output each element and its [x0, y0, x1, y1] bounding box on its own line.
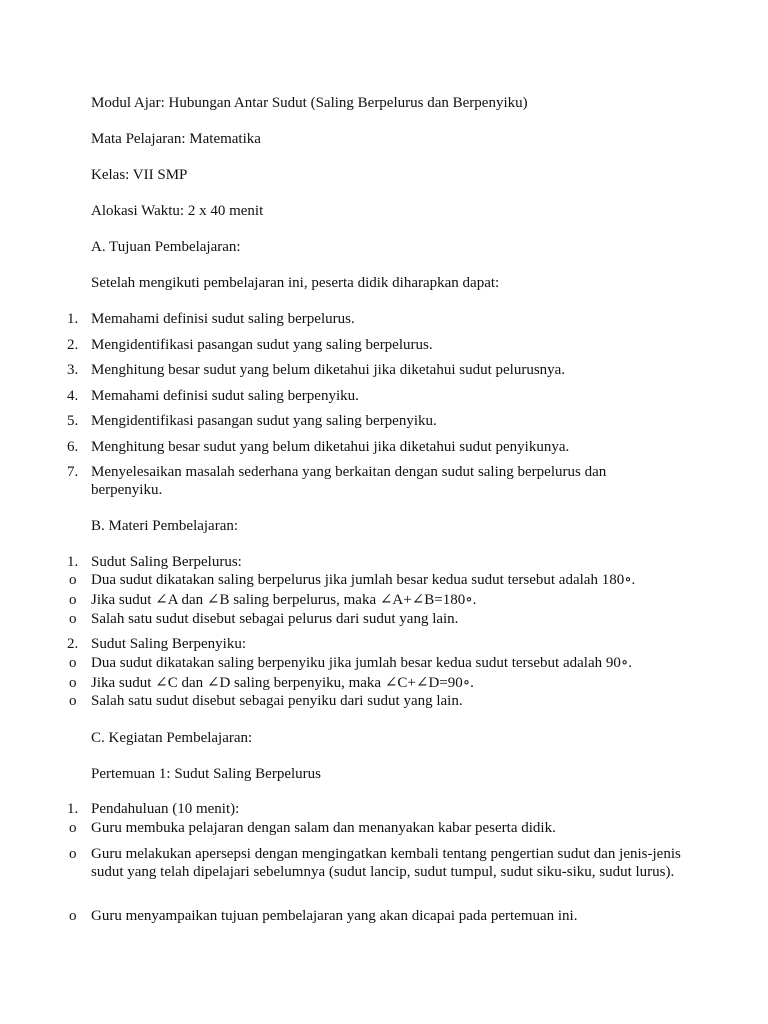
list-number: 6. [67, 439, 79, 455]
section-c-heading: C. Kegiatan Pembelajaran: [91, 730, 253, 746]
bullet-text: Jika sudut ∠A dan ∠B saling berpelurus, maka ∠A+∠B=180∘. [91, 592, 477, 608]
bullet-text: Dua sudut dikatakan saling berpelurus jika jumlah besar kedua sudut tersebut adalah 180∘. [91, 572, 636, 588]
module-title: Modul Ajar: Hubungan Antar Sudut (Saling Berpelurus dan Berpenyiku) [91, 95, 528, 111]
activity-title: Pendahuluan (10 menit): [91, 801, 240, 817]
bullet-text: Jika sudut ∠C dan ∠D saling berpenyiku, maka ∠C+∠D=90∘. [91, 675, 474, 691]
objective-text: Memahami definisi sudut saling berpenyiku. [91, 388, 359, 404]
list-number: 2. [67, 337, 79, 353]
objective-text: Menghitung besar sudut yang belum diketahui jika diketahui sudut penyikunya. [91, 439, 570, 455]
list-number: 1. [67, 311, 79, 327]
list-number: 1. [67, 554, 79, 570]
bullet-text: Salah satu sudut disebut sebagai pelurus dari sudut yang lain. [91, 611, 459, 627]
bullet-marker: o [69, 820, 77, 836]
subject-line: Mata Pelajaran: Matematika [91, 131, 261, 147]
bullet-marker: o [69, 611, 77, 627]
bullet-text: Guru menyampaikan tujuan pembelajaran yang akan dicapai pada pertemuan ini. [91, 908, 578, 924]
bullet-marker: o [69, 655, 77, 671]
list-number: 3. [67, 362, 79, 378]
bullet-text: Guru melakukan apersepsi dengan mengingatkan kembali tentang pengertian sudut dan jenis-jenis sudut yang telah dipelajari sebelumnya (sudut lancip, sudut tumpul, sudut siku-siku, sudut lurus). [91, 846, 681, 880]
objective-text: Menghitung besar sudut yang belum diketahui jika diketahui sudut pelurusnya. [91, 362, 566, 378]
objective-text: Menyelesaikan masalah sederhana yang berkaitan dengan sudut saling berpelurus dan berpenyiku. [91, 464, 607, 498]
objective-text: Memahami definisi sudut saling berpelurus. [91, 311, 355, 327]
bullet-marker: o [69, 592, 77, 608]
bullet-text: Guru membuka pelajaran dengan salam dan menanyakan kabar peserta didik. [91, 820, 556, 836]
bullet-marker: o [69, 908, 77, 924]
section-a-heading: A. Tujuan Pembelajaran: [91, 239, 241, 255]
time-allocation-line: Alokasi Waktu: 2 x 40 menit [91, 203, 264, 219]
bullet-text: Salah satu sudut disebut sebagai penyiku dari sudut yang lain. [91, 693, 463, 709]
material-title: Sudut Saling Berpenyiku: [91, 636, 246, 652]
objective-text: Mengidentifikasi pasangan sudut yang saling berpelurus. [91, 337, 433, 353]
material-title: Sudut Saling Berpelurus: [91, 554, 242, 570]
section-a-intro: Setelah mengikuti pembelajaran ini, peserta didik diharapkan dapat: [91, 275, 500, 291]
bullet-marker: o [69, 846, 77, 862]
bullet-marker: o [69, 693, 77, 709]
bullet-text: Dua sudut dikatakan saling berpenyiku jika jumlah besar kedua sudut tersebut adalah 90∘. [91, 655, 632, 671]
list-number: 1. [67, 801, 79, 817]
grade-line: Kelas: VII SMP [91, 167, 188, 183]
section-b-heading: B. Materi Pembelajaran: [91, 518, 239, 534]
bullet-marker: o [69, 675, 77, 691]
meeting-title: Pertemuan 1: Sudut Saling Berpelurus [91, 766, 321, 782]
list-number: 5. [67, 413, 79, 429]
objective-text: Mengidentifikasi pasangan sudut yang saling berpenyiku. [91, 413, 437, 429]
list-number: 2. [67, 636, 79, 652]
list-number: 7. [67, 464, 79, 480]
bullet-marker: o [69, 572, 77, 588]
list-number: 4. [67, 388, 79, 404]
